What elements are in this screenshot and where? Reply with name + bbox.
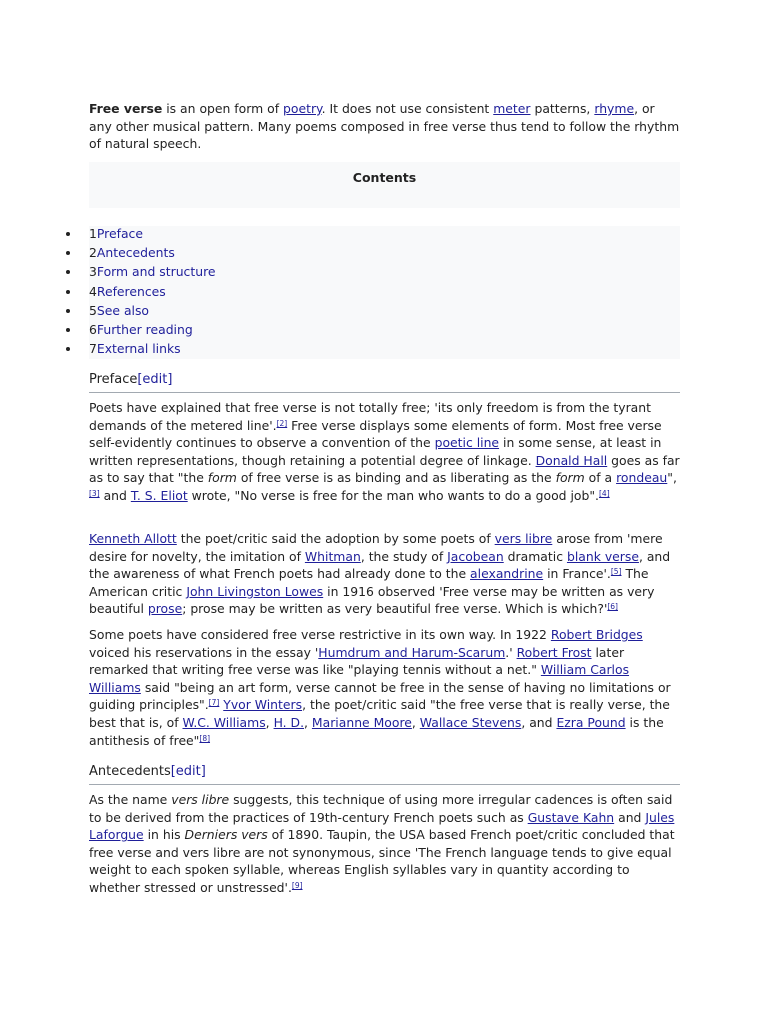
paragraph-text: in his [143, 827, 185, 843]
bullet-icon [66, 290, 70, 294]
citation-link[interactable]: [2] [276, 418, 288, 428]
toc-item-form-and-structure[interactable] [66, 264, 216, 283]
toc-item-label[interactable]: Form and structure [96, 264, 216, 280]
link-rondeau[interactable]: rondeau [616, 470, 668, 486]
toc-item-number: 7 [89, 341, 97, 357]
emphasis-text: form [555, 470, 585, 486]
link-donald-hall[interactable]: Donald Hall [535, 452, 608, 468]
section-title: Antecedents [89, 764, 171, 779]
toc-item-number: 4 [89, 283, 97, 299]
toc-item-further-reading[interactable] [66, 322, 216, 341]
intro-text: , or any other musical pattern. Many poems composed in free verse thus tend to follow the rhythm of natural speech. [89, 101, 680, 152]
paragraph-text: Poets have explained that free verse is not totally free; 'its only freedom is from the tyrant demands of the metered line'. [89, 400, 651, 433]
paragraph-text: in 1916 observed 'Free verse may be written as very beautiful [89, 583, 655, 617]
bullet-icon [66, 309, 70, 313]
link-poetic-line[interactable]: poetic line [434, 435, 500, 451]
paragraph-text: The American critic [89, 566, 649, 599]
link-wallace-stevens[interactable]: Wallace Stevens [419, 714, 522, 730]
citation-link[interactable]: [7] [208, 698, 220, 708]
preface-paragraph-3 [89, 626, 681, 749]
section-heading-antecedents [89, 764, 680, 785]
link-yvor-winters[interactable]: Yvor Winters [223, 697, 303, 713]
paragraph-text: the poet/critic said the adoption by some poets of [176, 531, 495, 546]
paragraph-text: said "being an art form, verse cannot be free in the sense of having no limitations or guiding principles". [89, 679, 671, 713]
antecedents-paragraph-1 [89, 791, 681, 897]
link-hd[interactable]: H. D. [273, 714, 305, 730]
citation-link[interactable]: [5] [610, 567, 622, 577]
emphasis-text: Derniers vers [184, 827, 268, 843]
link-jacobean[interactable]: Jacobean [447, 548, 504, 564]
paragraph-text: ; prose may be written as very beautiful free verse. Which is which?' [182, 601, 608, 617]
paragraph-text: As the name [89, 792, 172, 807]
bullet-icon [66, 270, 70, 274]
paragraph-text: in some sense, at least in written representations, though retaining a potential degree of linkage. [89, 435, 662, 468]
emphasis-text: form [207, 470, 237, 486]
preface-paragraph-2 [89, 530, 681, 618]
link-ezra-pound[interactable]: Ezra Pound [556, 714, 626, 730]
paragraph-text: of free verse is as binding and as liberating as the [236, 470, 556, 486]
intro-text: . It does not use consistent [321, 101, 494, 116]
toc-item-number: 1 [89, 226, 97, 241]
toc-item-number: 3 [89, 264, 97, 280]
toc-item-preface[interactable] [66, 226, 216, 245]
toc-item-label[interactable]: Preface [96, 226, 143, 241]
paragraph-text: , and the awareness of what French poets had already done to the [89, 548, 671, 582]
link-alexandrine[interactable]: alexandrine [470, 566, 544, 582]
paragraph-text: , [265, 714, 274, 730]
link-rhyme[interactable]: rhyme [594, 101, 635, 116]
paragraph-text: of a [584, 470, 617, 486]
link-poetry[interactable]: poetry [283, 101, 322, 116]
citation-link[interactable]: [8] [199, 733, 211, 743]
bullet-icon [66, 232, 70, 236]
paragraph-text: arose from 'mere desire for novelty, the imitation of [89, 531, 663, 564]
link-meter[interactable]: meter [493, 101, 531, 116]
paragraph-text: , the study of [360, 548, 448, 564]
edit-link[interactable]: [edit] [170, 764, 206, 779]
toc-item-label[interactable]: External links [96, 341, 181, 357]
paragraph-text: and [99, 487, 131, 503]
citation-link[interactable]: [6] [607, 602, 618, 612]
paragraph-text: , and [521, 714, 557, 730]
bullet-icon [66, 251, 70, 255]
toc-item-number: 2 [89, 245, 97, 261]
paragraph-text: voiced his reservations in the essay ' [89, 644, 319, 660]
article-term: Free verse [89, 101, 163, 116]
link-kenneth-allott[interactable]: Kenneth Allott [89, 531, 177, 546]
toc-item-number: 6 [89, 321, 97, 337]
link-william-carlos-williams[interactable]: William Carlos Williams [89, 662, 630, 695]
toc-list [66, 226, 216, 360]
toc-title: Contents [352, 170, 417, 185]
toc-item-antecedents[interactable] [66, 245, 216, 264]
paragraph-text: Free verse displays some elements of form. Most free verse self-evidently continues to observe a convention of the [89, 417, 662, 451]
toc-item-number: 5 [89, 302, 97, 318]
paragraph-text: is the antithesis of free" [89, 714, 664, 748]
paragraph-text: , [411, 714, 420, 730]
toc-item-label[interactable]: References [96, 283, 166, 299]
link-ts-eliot[interactable]: T. S. Eliot [130, 487, 188, 503]
citation-link[interactable]: [9] [291, 880, 303, 890]
toc-item-see-also[interactable] [66, 303, 216, 322]
paragraph-text: of 1890. Taupin, the USA based French poet/critic concluded that free verse and vers libre are not synonymous, since 'The French language tends to give equal weight to each spoken syllable, whereas English syllables vary in quantity according to whether stressed or unstressed'. [89, 827, 675, 895]
paragraph-text: later remarked that writing free verse was like "playing tennis without a net." [89, 644, 625, 678]
toc-item-external-links[interactable] [66, 341, 216, 360]
paragraph-text: suggests, this technique of using more irregular cadences is often said to be derived from the practices of 19th-century French poets such as [89, 792, 673, 825]
link-whitman[interactable]: Whitman [304, 548, 361, 564]
link-prose[interactable]: prose [147, 601, 183, 617]
edit-link[interactable]: [edit] [137, 372, 173, 387]
paragraph-text: .' [505, 644, 517, 660]
link-blank-verse[interactable]: blank verse [566, 548, 639, 564]
link-marianne-moore[interactable]: Marianne Moore [311, 714, 412, 730]
paragraph-text: , [304, 714, 312, 730]
toc-item-references[interactable] [66, 284, 216, 303]
paragraph-text: and [614, 809, 646, 825]
citation-link[interactable]: [4] [599, 488, 610, 498]
section-title: Preface [89, 372, 138, 387]
toc-item-label[interactable]: See also [96, 302, 150, 318]
intro-paragraph [89, 100, 681, 153]
paragraph-text: goes as far as to say that "the [89, 452, 680, 486]
paragraph-text: in France'. [543, 566, 611, 582]
link-john-livingston-lowes[interactable]: John Livingston Lowes [186, 583, 324, 599]
link-wc-williams[interactable]: W.C. Williams [182, 714, 266, 730]
toc-title-box [89, 162, 680, 208]
intro-text: patterns, [530, 101, 595, 116]
intro-text: is an open form of [162, 101, 284, 116]
link-gustave-kahn[interactable]: Gustave Kahn [527, 809, 615, 825]
preface-paragraph-1 [89, 399, 681, 505]
link-vers-libre[interactable]: vers libre [494, 531, 553, 546]
paragraph-text: dramatic [503, 548, 567, 564]
citation-link[interactable]: [3] [89, 488, 100, 498]
link-jules-laforgue[interactable]: Jules Laforgue [89, 809, 675, 843]
paragraph-text: Some poets have considered free verse restrictive in its own way. In 1922 [89, 627, 551, 642]
paragraph-text: , the poet/critic said "the free verse that is really verse, the best that is, of [89, 697, 670, 730]
bullet-icon [66, 328, 70, 332]
paragraph-text: ", [667, 470, 677, 486]
section-heading-preface [89, 372, 680, 393]
link-robert-bridges[interactable]: Robert Bridges [550, 627, 643, 642]
paragraph-text: wrote, "No verse is free for the man who wants to do a good job". [187, 487, 599, 503]
emphasis-text: vers libre [171, 792, 230, 807]
link-humdrum-and-harum-scarum[interactable]: Humdrum and Harum-Scarum [318, 644, 506, 660]
bullet-icon [66, 347, 70, 351]
link-robert-frost[interactable]: Robert Frost [516, 644, 592, 660]
toc-item-label[interactable]: Antecedents [96, 245, 175, 261]
toc-item-label[interactable]: Further reading [96, 321, 193, 337]
